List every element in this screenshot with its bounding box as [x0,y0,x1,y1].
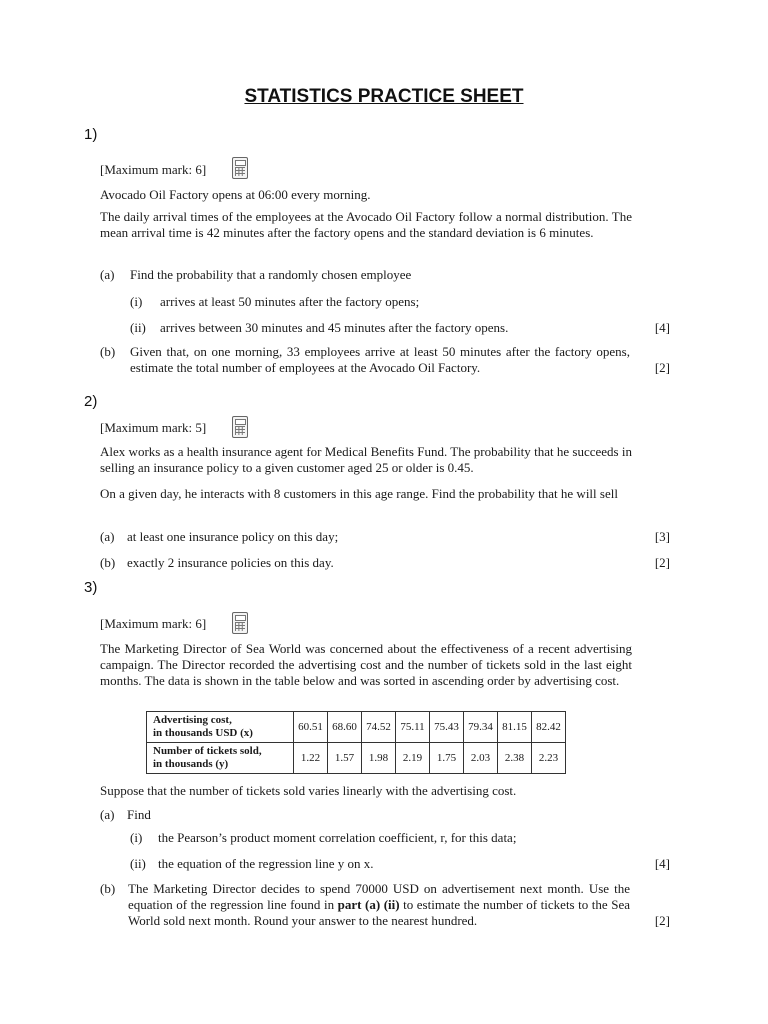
table-cell: 74.52 [362,712,396,743]
question-1-max-mark: [Maximum mark: 6] [100,162,207,177]
table-cell: 60.51 [294,712,328,743]
calculator-icon [232,612,248,634]
question-1ai-text: arrives at least 50 minutes after the factory opens; [160,294,420,309]
table-cell: 75.11 [396,712,430,743]
table-cell: 79.34 [464,712,498,743]
table-cell: 75.43 [430,712,464,743]
question-1-intro: Avocado Oil Factory opens at 06:00 every morning. [100,187,371,202]
question-2-paragraph-2: On a given day, he interacts with 8 customers in this age range. Find the probability that he will sell [100,486,618,501]
question-3-paragraph: The Marketing Director of Sea World was concerned about the effectiveness of a recent advertising campaign. The Director recorded the advertising cost and the number of tickets sold in the last eight months. The data is shown in the table below and was sorted in ascending order by advertising cost. [100,641,632,688]
question-3b-text-start: The Marketing Director decides to spend 70000 USD on advertisement next month. Use the equation of the regression line found in [128,881,630,912]
table-row [147,743,566,774]
table-cell: 2.03 [464,743,498,774]
question-1aii-text: arrives between 30 minutes and 45 minutes after the factory opens. [160,320,509,335]
page-title: STATISTICS PRACTICE SHEET [244,86,524,107]
question-3b-text-end: to estimate the number of tickets to the Sea World sold next month. Round your answer to the nearest hundred. [128,897,630,928]
question-1b-label: (b) [100,344,116,359]
table-cell: 82.42 [532,712,566,743]
question-2a-marks: [3] [654,529,670,544]
table-cell: 1.98 [362,743,396,774]
table-cell: 68.60 [328,712,362,743]
question-3a-label: (a) [100,807,115,822]
question-3b-label: (b) [100,881,116,896]
question-3ai-text: the Pearson’s product moment correlation coefficient, r, for this data; [158,830,517,845]
table-header-line: in thousands (y) [153,758,229,770]
question-3aii-label: (ii) [130,856,146,871]
question-3a-text: Find [127,807,151,822]
question-1ai-label: (i) [130,294,143,309]
question-2-number: 2) [84,393,98,410]
table-cell: 1.75 [430,743,464,774]
table-cell: 81.15 [498,712,532,743]
table-header-line: Advertising cost, [153,714,232,726]
question-2a-label: (a) [100,529,115,544]
calculator-icon [232,157,248,179]
table-cell: 2.38 [498,743,532,774]
table-header-line: in thousands USD (x) [153,727,253,739]
data-table [146,711,566,774]
table-row-header [147,743,294,774]
question-3a-marks: [4] [654,856,670,871]
question-2b-text: exactly 2 insurance policies on this day. [127,555,334,570]
question-1a-label: (a) [100,267,115,282]
question-3-max-mark: [Maximum mark: 6] [100,616,207,631]
question-2b-label: (b) [100,555,116,570]
question-1aii-label: (ii) [130,320,146,335]
table-cell: 1.22 [294,743,328,774]
table-row [147,712,566,743]
question-2a-text: at least one insurance policy on this day; [127,529,339,544]
question-3-number: 3) [84,579,98,596]
question-3-supposition: Suppose that the number of tickets sold varies linearly with the advertising cost. [100,783,517,798]
question-3ai-label: (i) [130,830,143,845]
question-3b-text [128,881,630,929]
table-header-line: Number of tickets sold, [153,745,262,757]
question-1-paragraph: The daily arrival times of the employees at the Avocado Oil Factory follow a normal distribution. The mean arrival time is 42 minutes after the factory opens and the standard deviation is 6 minutes. [100,209,632,240]
table-cell: 1.57 [328,743,362,774]
question-1a-text: Find the probability that a randomly chosen employee [130,267,412,282]
table-cell: 2.23 [532,743,566,774]
question-1b-marks: [2] [654,360,670,375]
question-2-max-mark: [Maximum mark: 5] [100,420,207,435]
question-3aii-text: the equation of the regression line y on x. [158,856,374,871]
table-row-header [147,712,294,743]
question-1a-marks: [4] [654,320,670,335]
question-3b-marks: [2] [654,913,670,928]
question-1-number: 1) [84,126,98,143]
question-3b-part-reference: part (a) (ii) [337,897,400,912]
question-2-paragraph-1: Alex works as a health insurance agent for Medical Benefits Fund. The probability that he succeeds in selling an insurance policy to a given customer aged 25 or older is 0.45. [100,444,632,475]
table-cell: 2.19 [396,743,430,774]
calculator-icon [232,416,248,438]
question-1b-text: Given that, on one morning, 33 employees arrive at least 50 minutes after the factory opens, estimate the total number of employees at the Avocado Oil Factory. [130,344,630,375]
question-2b-marks: [2] [654,555,670,570]
